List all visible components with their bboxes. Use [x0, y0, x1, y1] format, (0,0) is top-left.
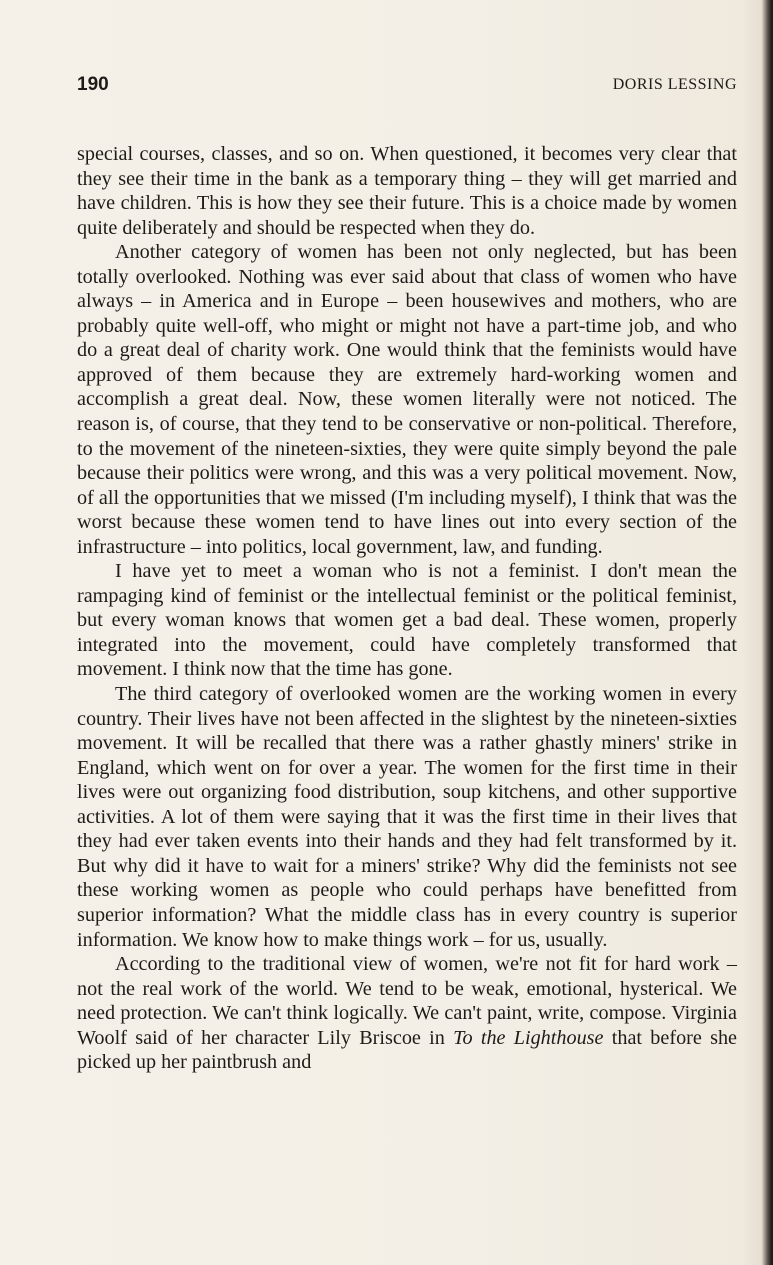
- body-text: [77, 142, 737, 1075]
- paragraph-housewives: Another category of women has been not only neglected, but has been totally overlooked. Nothing was ever said about that class of women who have always – in America and in Europe – been housewives and mothers, who are probably quite well-off, who might or might not have a part-time job, and who do a great deal of charity work. One would think that the feminists would have approved of them because they are extremely hard-working women and accomplish a great deal. Now, these women literally were not noticed. The reason is, of course, that they tend to be conservative or non-political. Therefore, to the movement of the nineteen-sixties, they were quite simply beyond the pale because their politics were wrong, and this was a very political movement. Now, of all the opportunities that we missed (I'm including myself), I think that was the worst because these women tend to have lines out into every section of the infrastructure – into politics, local government, law, and funding.: [77, 241, 737, 558]
- paragraph-traditional-view: [77, 952, 737, 1075]
- running-head: DORIS LESSING: [612, 76, 737, 93]
- paragraph-working-women: The third category of overlooked women are the working women in every country. Their lives have not been affected in the slightest by the nineteen-sixties movement. It will be recalled that there was a rather ghastly miners' strike in England, which went on for over a year. The women for the first time in their lives were out organizing food distribution, soup kitchens, and other supportive activities. A lot of them were saying that it was the first time in their lives that they had ever taken events into their hands and they had felt transformed by it. But why did it have to wait for a miners' strike? Why did the feminists not see these working women as people who could perhaps have benefitted from superior information? What the middle class has in every country is superior information. We know how to make things work – for us, usually.: [77, 683, 737, 951]
- paragraph-text-start: According to the traditional view of women, we're not fit for hard work – not the real work of the world. We tend to be weak, emotional, hysterical. We need protection. We can't think logically. We can't paint, write, compose. Virginia Woolf said of her character Lily Briscoe in: [77, 953, 737, 1049]
- paragraph-text-end: that before she picked up her paintbrush and: [77, 1026, 738, 1074]
- paragraph-continued: special courses, classes, and so on. When questioned, it becomes very clear that they see their time in the bank as a temporary thing – they will get married and have children. This is how they see their future. This is a choice made by women quite deliberately and should be respected when they do.: [77, 143, 737, 239]
- book-title: To the Lighthouse: [453, 1026, 604, 1049]
- page-header: [77, 74, 737, 100]
- paragraph-feminist: I have yet to meet a woman who is not a feminist. I don't mean the rampaging kind of feminist or the intellectual feminist or the political feminist, but every woman knows that women get a bad deal. These women, properly integrated into the movement, could have completely transformed that movement. I think now that the time has gone.: [77, 560, 737, 681]
- book-spine-edge: [767, 0, 773, 1265]
- page-number: 190: [77, 74, 109, 95]
